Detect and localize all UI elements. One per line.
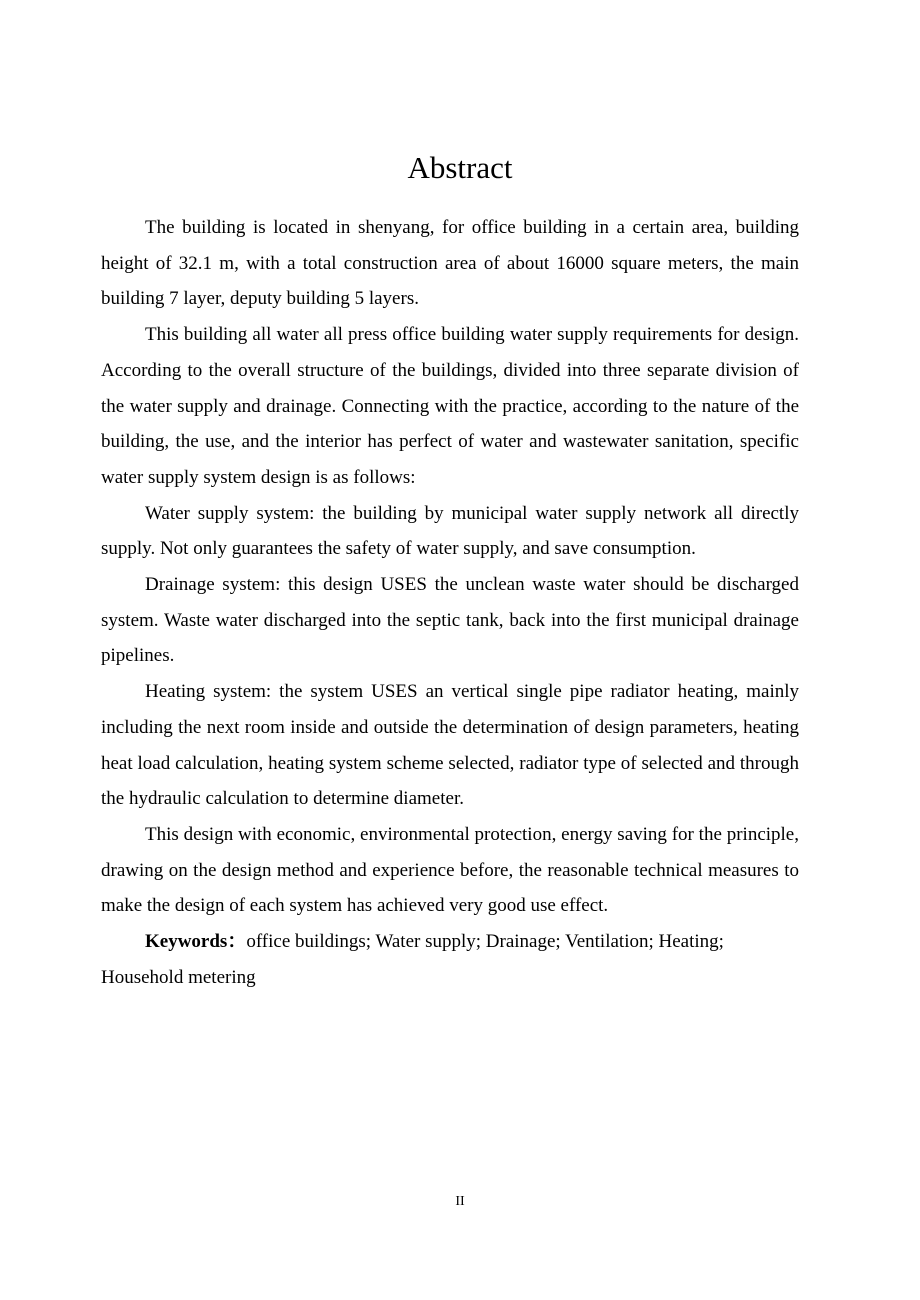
abstract-paragraph: Drainage system: this design USES the unclean waste water should be discharged system. Waste water discharged into the septic tank, back into the first municipal drainage pipelines.	[101, 574, 799, 667]
abstract-paragraph: This building all water all press office building water supply requirements for design. According to the overall structure of the buildings, divided into three separate division of the water supply and drainage. Connecting with the practice, according to the nature of the building, the use, and the interior has perfect of water and wastewater sanitation, specific water supply system design is as follows:	[101, 324, 799, 488]
abstract-paragraph: This design with economic, environmental protection, energy saving for the principle, drawing on the design method and experience before, the reasonable technical measures to make the design of each system has achieved very good use effect.	[101, 823, 799, 917]
page-title: Abstract	[407, 150, 513, 185]
keywords-label: Keywords：	[145, 931, 247, 953]
abstract-paragraph: Heating system: the system USES an vertical single pipe radiator heating, mainly including the next room inside and outside the determination of design parameters, heating heat load calculation, heating system scheme selected, radiator type of selected and through the hydraulic calculation to determine diameter.	[101, 681, 799, 810]
keywords-line	[101, 924, 807, 995]
page-number: II	[455, 1194, 465, 1209]
abstract-paragraph: Water supply system: the building by municipal water supply network all directly supply. Not only guarantees the safety of water supply, and save consumption.	[101, 502, 799, 560]
abstract-paragraph: The building is located in shenyang, for office building in a certain area, building height of 32.1 m, with a total construction area of about 16000 square meters, the main building 7 layer, deputy building 5 layers.	[101, 217, 799, 310]
keywords-text: office buildings; Water supply; Drainage; Ventilation; Heating; Household metering	[101, 931, 724, 988]
abstract-body	[101, 210, 799, 995]
